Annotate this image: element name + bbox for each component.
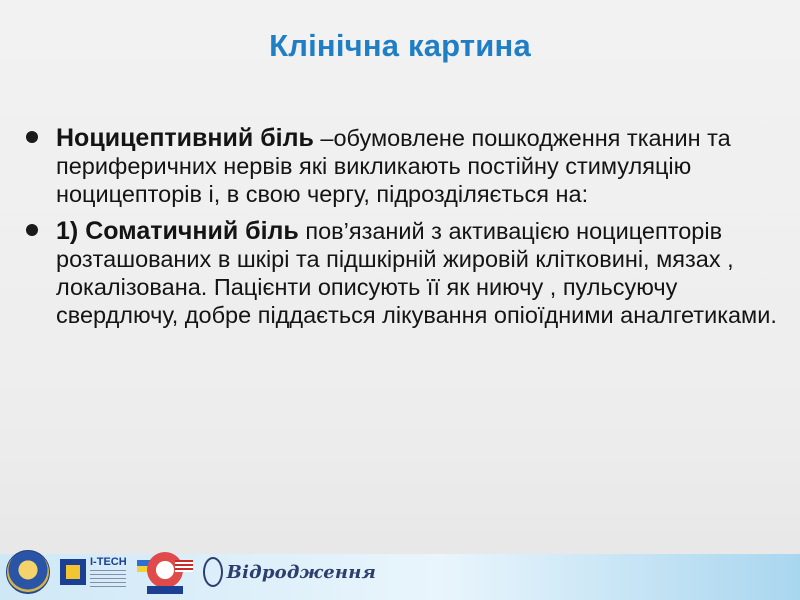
- itech-text: [90, 556, 127, 588]
- bullet-dot-icon: [26, 131, 38, 143]
- itech-label: I-TECH: [90, 556, 127, 568]
- flags-emblem-logo: [137, 548, 193, 596]
- bullet-item-2: [22, 217, 782, 329]
- flag-usa-icon: [175, 560, 193, 572]
- itech-logo: [60, 554, 127, 590]
- itech-tagline-lines: [90, 570, 126, 588]
- itech-mark-icon: [60, 559, 86, 585]
- bullet-item-1: [22, 124, 782, 208]
- slide-content: [22, 124, 782, 338]
- emblem-band: [147, 586, 183, 594]
- bullet-2-bold: Соматичний біль: [85, 217, 299, 245]
- bullet-1-bold: Ноцицептивний біль: [56, 124, 314, 152]
- bullet-2-prefix: 1): [56, 217, 86, 245]
- slide-title: Клінічна картина: [269, 28, 531, 63]
- vidrodzhennya-mark-icon: [203, 557, 223, 587]
- bullet-1-text: –обумовлене пошкодження тканин та периферичних нервів які викликають постійну стимуляцію ноцицепторів і, в свою чергу, підрозділяється на:: [56, 125, 731, 207]
- bullet-dot-icon: [26, 224, 38, 236]
- university-seal-logo: [6, 550, 50, 594]
- bullet-text-1: [56, 124, 782, 208]
- bullet-text-2: [56, 217, 782, 329]
- bullet-2-text: пов’язаний з активацією ноцицепторів розташованих в шкірі та підшкірній жировій клітковині, мязах , локалізована. Пацієнти описують її як ниючу , пульсуючу свердлючу, добре піддається лікування опіоїдними аналгетиками.: [56, 218, 777, 328]
- vidrodzhennya-label: Відродження: [226, 561, 377, 583]
- vidrodzhennya-logo: [203, 557, 376, 587]
- footer-logos: [6, 548, 376, 596]
